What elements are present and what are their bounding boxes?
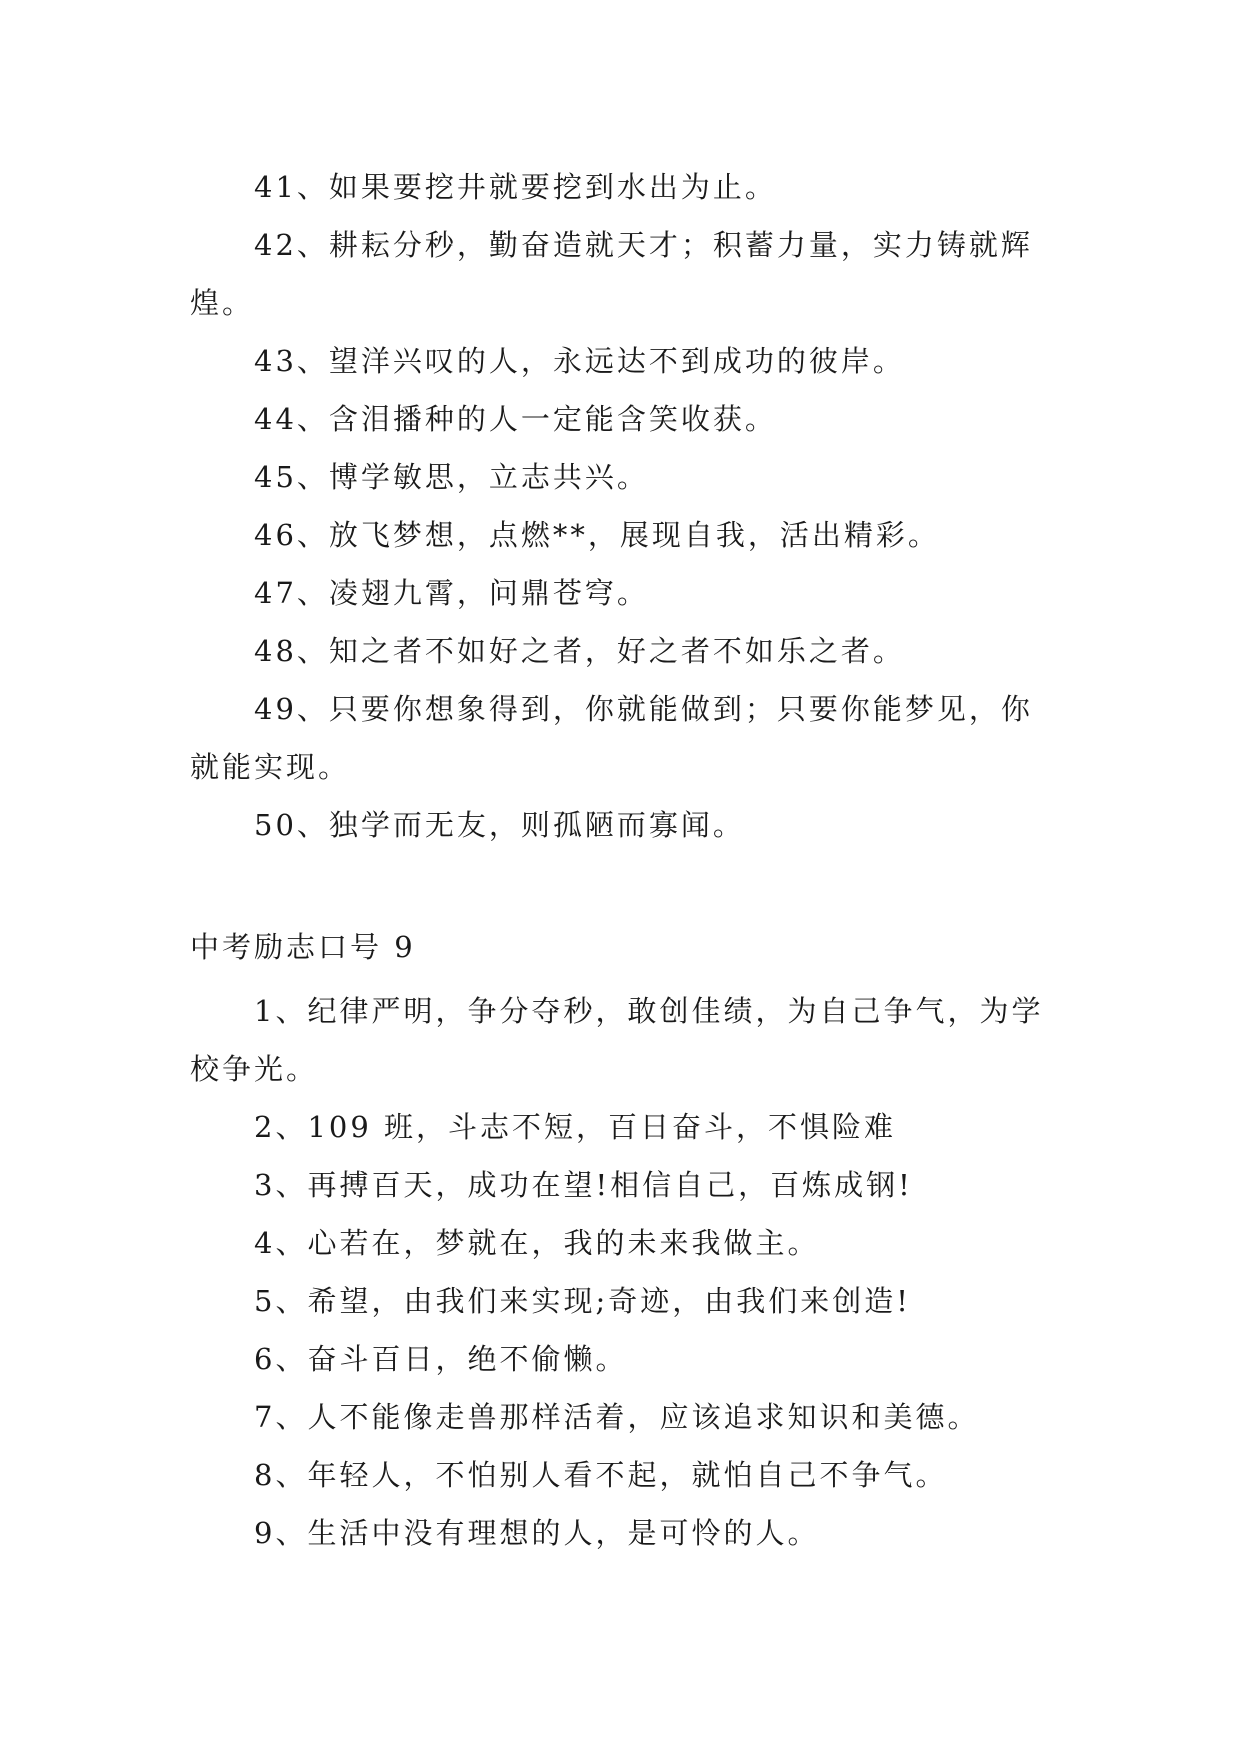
slogan-list-part-1 [190, 158, 1050, 854]
list-item: 5、希望，由我们来实现;奇迹，由我们来创造! [254, 1284, 911, 1318]
list-item: 6、奋斗百日，绝不偷懒。 [254, 1342, 628, 1376]
list-item: 47、凌翅九霄，问鼎苍穹。 [254, 576, 649, 610]
list-item: 50、独学而无友，则孤陋而寡闻。 [254, 808, 745, 842]
list-item: 41、如果要挖井就要挖到水出为止。 [254, 170, 777, 204]
list-item: 44、含泪播种的人一定能含笑收获。 [254, 402, 777, 436]
list-item: 9、生活中没有理想的人，是可怜的人。 [254, 1516, 820, 1550]
list-item: 49、只要你想象得到，你就能做到；只要你能梦见，你就能实现。 [190, 692, 1033, 784]
list-item: 3、再搏百天，成功在望!相信自己，百炼成钢! [254, 1168, 913, 1202]
list-item: 43、望洋兴叹的人，永远达不到成功的彼岸。 [254, 344, 905, 378]
section-heading: 中考励志口号 9 [190, 930, 416, 964]
slogan-section-9 [190, 918, 1050, 1562]
list-item: 4、心若在，梦就在，我的未来我做主。 [254, 1226, 820, 1260]
list-item: 42、耕耘分秒，勤奋造就天才；积蓄力量，实力铸就辉煌。 [190, 228, 1033, 320]
list-item: 48、知之者不如好之者，好之者不如乐之者。 [254, 634, 905, 668]
list-item: 45、博学敏思，立志共兴。 [254, 460, 649, 494]
list-item: 46、放飞梦想，点燃**，展现自我，活出精彩。 [254, 518, 940, 552]
list-item: 7、人不能像走兽那样活着，应该追求知识和美德。 [254, 1400, 980, 1434]
list-item: 8、年轻人，不怕别人看不起，就怕自己不争气。 [254, 1458, 948, 1492]
list-item: 2、109 班，斗志不短，百日奋斗，不惧险难 [254, 1110, 897, 1144]
list-item: 1、纪律严明，争分夺秒，敢创佳绩，为自己争气，为学校争光。 [190, 994, 1044, 1086]
